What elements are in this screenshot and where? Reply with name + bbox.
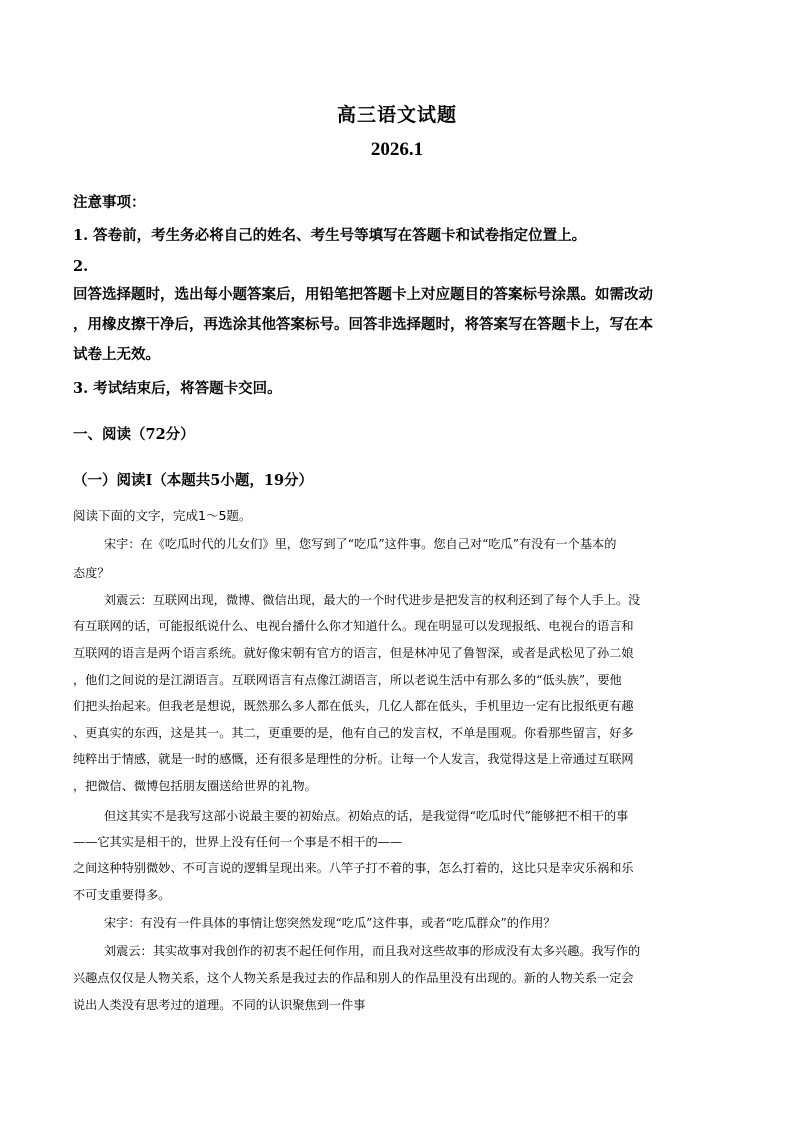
section-subheading: （一）阅读Ⅰ（本题共5小题，19分） (73, 472, 314, 489)
passage-line: ，他们之间说的是江湖语言。互联网语言有点像江湖语言，所以老说生活中有那么多的“低头族”，要他 (73, 673, 622, 687)
reading-instruction: 阅读下面的文字，完成1～5题。 (73, 508, 252, 523)
passage-line: 说出人类没有思考过的道理。不同的认识聚焦到一件事 (73, 998, 366, 1012)
exam-date: 2026.1 (370, 139, 424, 160)
passage-line: 、更真实的东西，这是其一。其二，更重要的是，他有自己的发言权，不单是围观。你看那些留言，好多 (73, 726, 634, 740)
passage-line: ，把微信、微博包括朋友圈送给世界的礼物。 (73, 779, 317, 793)
passage-line: 互联网的语言是两个语言系统。就好像宋朝有官方的语言，但是林冲见了鲁智深，或者是武松见了孙二娘 (73, 646, 634, 660)
passage-line: 不可支重要得多。 (73, 888, 171, 902)
passage-line: 刘震云：其实故事对我创作的初衷不起任何作用，而且我对这些故事的形成没有太多兴趣。我写作的 (104, 944, 641, 958)
passage-line: 宋宇：在《吃瓜时代的儿女们》里，您写到了“吃瓜”这件事。您自己对“吃瓜”有没有一个基本的 (104, 537, 617, 551)
passage-line: 之间这种特别微妙、不可言说的逻辑呈现出来。八竿子打不着的事，怎么打着的，这比只是幸灾乐祸和乐 (73, 861, 634, 875)
notice-item-2-line-1: 回答选择题时，选出每小题答案后，用铅笔把答题卡上对应题目的答案标号涂黑。如需改动 (73, 286, 653, 303)
passage-line: 有互联网的话，可能报纸说什么、电视台播什么你才知道什么。现在明显可以发现报纸、电视台的语言和 (73, 619, 634, 633)
notice-item-2-line-3: 试卷上无效。 (73, 346, 160, 363)
passage-line: 兴趣点仅仅是人物关系，这个人物关系是我过去的作品和别人的作品里没有出现的。新的人物关系一定会 (73, 971, 634, 985)
passage-line: 纯粹出于情感，就是一时的感慨，还有很多是理性的分析。让每一个人发言，我觉得这是上帝通过互联网 (73, 752, 634, 766)
passage-line: 刘震云：互联网出现，微博、微信出现，最大的一个时代进步是把发言的权利还到了每个人手上。没 (104, 593, 641, 607)
section-heading: 一、阅读（72分） (73, 426, 195, 443)
passage-line: ——它其实是相干的，世界上没有任何一个事是不相干的—— (73, 835, 403, 849)
passage-line: 宋宇：有没有一件具体的事情让您突然发现“吃瓜”这件事，或者“吃瓜群众”的作用？ (104, 916, 556, 930)
notice-item-2-line-2: ，用橡皮擦干净后，再选涂其他答案标号。回答非选择题时，将答案写在答题卡上，写在本 (73, 316, 653, 333)
passage-line: 态度？ (73, 566, 110, 580)
page-title: 高三语文试题 (336, 104, 457, 126)
notice-heading: 注意事项： (73, 194, 146, 211)
passage-line: 但这其实不是我写这部小说最主要的初始点。初始点的话，是我觉得“吃瓜时代”能够把不相干的事 (104, 809, 629, 823)
notice-item-2-number: 2. (73, 258, 89, 275)
passage-line: 们把头抬起来。但我老是想说，既然那么多人都在低头，几亿人都在低头，手机里边一定有比报纸更有趣 (73, 699, 634, 713)
notice-item-3: 3. 考试结束后，将答题卡交回。 (73, 380, 282, 397)
notice-item-1: 1. 答卷前，考生务必将自己的姓名、考生号等填写在答题卡和试卷指定位置上。 (73, 227, 587, 244)
